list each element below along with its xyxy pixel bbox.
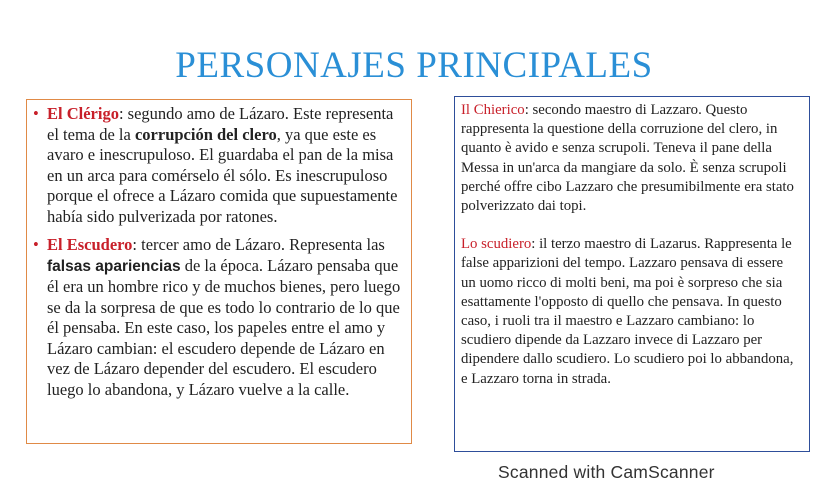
- chierico-name: Il Chierico: [461, 102, 525, 118]
- chierico-paragraph: [461, 101, 801, 216]
- clerigo-bold: corrupción del clero: [134, 124, 277, 144]
- scudiero-paragraph: [461, 235, 801, 389]
- chierico-text: : secondo maestro di Lazzaro. Questo rappresenta la questione della corruzione del clero, in quanto è avido e senza scrupoli. Teneva il pane della Messa in un'arca da mangiare da solo. È senza scrupoli perché offre cibo Lazzaro che presumibilmente era stato polverizzato dai topi.: [461, 102, 794, 215]
- scanner-watermark: Scanned with CamScanner: [498, 462, 715, 482]
- clerigo-paragraph: [33, 104, 403, 227]
- clerigo-text-1: : segundo amo de Lázaro. Este representa el tema de la: [47, 104, 394, 144]
- escudero-text-2: de la época. Lázaro pensaba que él era un hombre rico y de muchos bienes, pero luego se da la sorpresa de que es todo lo contrario de lo que él pensaba. En este caso, los papeles entre el amo y Lázaro cambian: el escudero depende de Lázaro en vez de Lázaro depender del escudero. El escudero luego lo abandona, y Lázaro vuelve a la calle.: [47, 255, 401, 399]
- bullet-icon: •: [33, 235, 39, 254]
- escudero-name: El Escudero: [47, 235, 133, 254]
- scudiero-text: : il terzo maestro di Lazarus. Rappresenta le false apparizioni del tempo. Lazzaro pensava di essere un uomo ricco di molti beni, ma poi è sorpreso che sia esattamente l'opposto di quello che pensava. In questo caso, i ruoli tra il maestro e Lazzaro cambiano: lo scudiero dipende da Lazzaro invece di Lazzaro per dipendere dallo scudiero. Lo scudiero poi lo abbandona, e Lazzaro torna in strada.: [461, 236, 794, 387]
- escudero-paragraph: [33, 235, 403, 400]
- clerigo-text-2: , ya que este es avaro e inescrupuloso. El guardaba el pan de la misa en un arca para comérselo él sólo. Es inescrupuloso porque el ofrece a Lázaro comida que supuestamente había sido pulverizada por ratones.: [47, 124, 398, 226]
- bullet-icon: •: [33, 104, 39, 123]
- spanish-box: [26, 99, 412, 444]
- escudero-bold: falsas apariencias: [47, 257, 181, 275]
- clerigo-name: El Clérigo: [47, 104, 119, 123]
- escudero-text-1: : tercer amo de Lázaro. Representa las: [132, 235, 385, 254]
- italian-box: [454, 96, 810, 452]
- scudiero-name: Lo scudiero: [461, 236, 532, 253]
- page-title: PERSONAJES PRINCIPALES: [175, 45, 653, 86]
